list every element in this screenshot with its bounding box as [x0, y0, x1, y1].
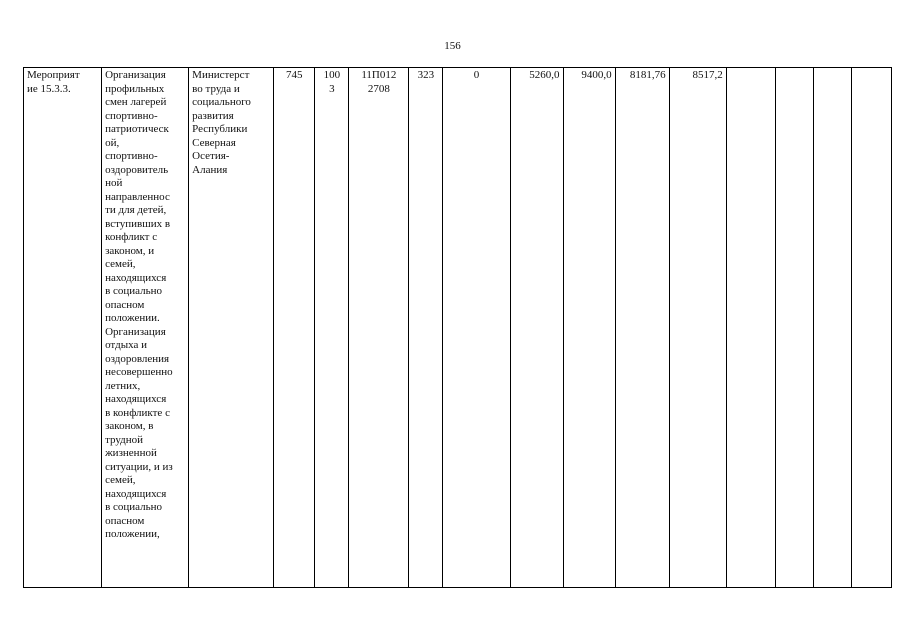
target-article-line: 2708	[367, 82, 390, 95]
description-cell	[102, 68, 189, 588]
description-line: оздоровления	[105, 352, 170, 365]
description-line: оздоровитель	[105, 163, 169, 176]
event-name-line: Мероприят	[27, 69, 80, 81]
grbs-cell: 745	[274, 68, 315, 588]
description-line: семей,	[105, 474, 136, 486]
description-line: трудной	[105, 433, 144, 446]
description-line: направленнос	[105, 190, 170, 203]
event-name-line: ие 15.3.3.	[27, 82, 71, 95]
description-line: семей,	[105, 258, 136, 270]
page-number: 156	[444, 40, 461, 52]
description-line: опасном	[105, 514, 145, 527]
section-line: 100	[323, 69, 341, 81]
description-line: патриотическ	[105, 123, 169, 135]
executor-line: социального	[192, 96, 251, 108]
description-line: ой,	[105, 136, 120, 149]
description-line: законом, в	[105, 420, 154, 432]
description-line: ситуации, и из	[105, 460, 173, 473]
executor-line: Алания	[192, 163, 228, 176]
value-cell-15	[813, 68, 851, 588]
value-cell-11: 8181,76	[615, 68, 669, 588]
section-cell	[315, 68, 349, 588]
description-line: профильных	[105, 82, 165, 95]
description-line: находящихся	[105, 393, 167, 405]
description-line: жизненной	[105, 447, 157, 459]
expense-type-cell: 323	[409, 68, 443, 588]
table-row	[24, 68, 892, 588]
description-line: Организация	[105, 325, 166, 338]
executor-line: Осетия-	[192, 150, 230, 162]
event-name-cell	[24, 68, 102, 588]
value-cell-14	[775, 68, 813, 588]
executor-line: Министерст	[192, 69, 250, 81]
executor-line: Республики	[192, 123, 248, 135]
description-line: летних,	[105, 379, 141, 392]
description-line: положении.	[105, 312, 160, 324]
description-line: вступивших в	[105, 217, 171, 230]
description-line: несовершенно	[105, 366, 173, 378]
description-line: опасном	[105, 298, 145, 311]
target-article-cell	[349, 68, 409, 588]
section-line: 3	[329, 82, 335, 95]
executor-line: Северная	[192, 136, 236, 149]
description-line: ной	[105, 177, 123, 189]
description-line: находящихся	[105, 487, 167, 500]
description-line: спортивно-	[105, 109, 158, 122]
description-line: в конфликте с	[105, 406, 170, 419]
description-line: законом, и	[105, 244, 155, 257]
description-line: в социально	[105, 501, 163, 513]
description-line: Организация	[105, 69, 166, 81]
description-line: находящихся	[105, 271, 167, 284]
description-line: в социально	[105, 285, 163, 297]
value-cell-16	[851, 68, 891, 588]
value-cell-13	[726, 68, 775, 588]
value-cell-10: 9400,0	[563, 68, 615, 588]
description-line: отдыха и	[105, 339, 147, 351]
description-line: положении,	[105, 528, 160, 540]
description-line: спортивно-	[105, 150, 158, 162]
executor-line: развития	[192, 109, 234, 122]
value-cell-9: 5260,0	[510, 68, 563, 588]
value-cell-8: 0	[443, 68, 510, 588]
target-article-line: 11П012	[361, 69, 397, 81]
executor-line: во труда и	[192, 82, 240, 95]
description-line: смен лагерей	[105, 96, 167, 108]
description-line: конфликт с	[105, 231, 158, 243]
value-cell-12: 8517,2	[669, 68, 726, 588]
description-line: ти для детей,	[105, 204, 167, 216]
budget-table	[23, 67, 892, 588]
executor-cell	[189, 68, 274, 588]
